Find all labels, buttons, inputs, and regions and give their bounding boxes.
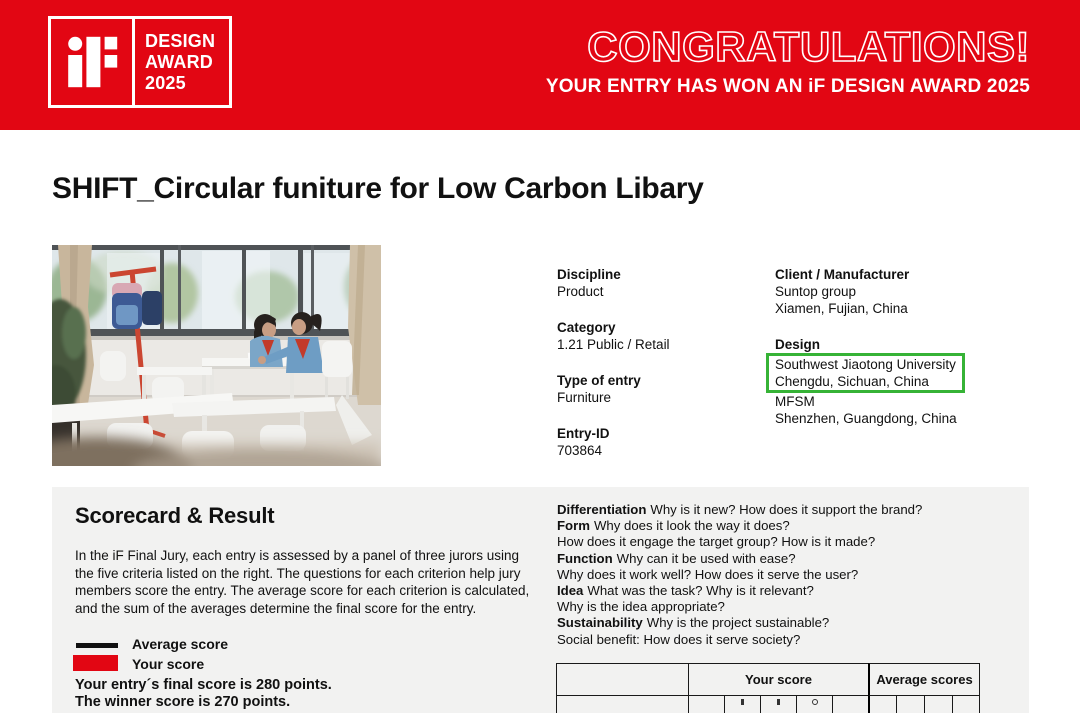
average-score-cell [896, 696, 924, 713]
detail-label: Entry-ID [557, 426, 610, 441]
logo-line-award: AWARD [145, 51, 213, 72]
average-scores-header: Average scores [868, 663, 980, 696]
criterion-term: Idea [557, 583, 584, 599]
design-block [775, 336, 965, 427]
scorecard-description: In the iF Final Jury, each entry is assessed by a panel of three jurors using the five criteria listed on the right. The questions for each criterion help jury members score the entry. The average score for each criterion is calculated, and the sum of the averages determine the final score for the entry. [75, 548, 530, 616]
criterion-term: Function [557, 550, 613, 566]
scorecard-panel [52, 487, 1029, 713]
entry-photo [52, 245, 381, 466]
detail-type-of-entry [557, 372, 670, 406]
score-table-subheader-row [556, 696, 980, 713]
detail-value: Furniture [557, 390, 612, 405]
criterion-term: Form [557, 518, 590, 534]
award-banner [0, 0, 1080, 130]
score-table-header-row [556, 663, 980, 696]
your-score-header: Your score [688, 663, 868, 696]
average-score-cell [952, 696, 980, 713]
average-score-swatch [76, 643, 118, 648]
criterion-question: Why is the idea appropriate? [557, 599, 725, 615]
design-studio: MFSM [775, 394, 815, 409]
average-score-label: Average score [132, 636, 228, 652]
rotated-label-stub [741, 699, 744, 705]
criterion-question: Why does it work well? How does it serve the user? [557, 566, 859, 582]
criterion-line [557, 583, 922, 599]
juror-score-cell [724, 696, 760, 713]
criterion-line [557, 632, 922, 648]
detail-value: 1.21 Public / Retail [557, 337, 670, 352]
criterion-term: Differentiation [557, 502, 647, 517]
design-studio-location: Shenzhen, Guangdong, China [775, 411, 957, 426]
score-table-empty-header [556, 663, 688, 696]
congratulations-subline: YOUR ENTRY HAS WON AN iF DESIGN AWARD 2025 [545, 76, 1030, 97]
average-score-cell [868, 696, 896, 713]
criterion-question: Social benefit: How does it serve society? [557, 631, 801, 647]
client-manufacturer-block [775, 266, 965, 317]
criterion-question: Why is the project sustainable? [646, 615, 830, 631]
juror-score-cell [796, 696, 832, 713]
criterion-line [557, 502, 922, 518]
criterion-question: How does it engage the target group? How is it made? [557, 534, 876, 550]
client-location: Xiamen, Fujian, China [775, 301, 908, 316]
jury-criteria-list [557, 502, 922, 648]
criterion-question: Why can it be used with ease? [616, 550, 796, 566]
average-score-cell [924, 696, 952, 713]
detail-entry-id [557, 425, 670, 459]
criterion-question: Why does it look the way it does? [593, 518, 790, 534]
criterion-question: What was the task? Why is it relevant? [587, 583, 814, 599]
criterion-term: Sustainability [557, 615, 643, 631]
client-label: Client / Manufacturer [775, 267, 910, 282]
criterion-line [557, 567, 922, 583]
criterion-line [557, 534, 922, 550]
entry-details-column [557, 266, 670, 478]
congratulations-headline: CONGRATULATIONS! [587, 23, 1030, 70]
detail-label: Category [557, 320, 616, 335]
client-name: Suntop group [775, 284, 857, 299]
design-label: Design [775, 337, 821, 352]
your-score-swatch [73, 655, 118, 671]
detail-category [557, 319, 670, 353]
entry-title: SHIFT_Circular funiture for Low Carbon Libary [52, 172, 704, 205]
design-university: Southwest Jiaotong University [775, 357, 956, 372]
if-logo-icon [64, 34, 120, 90]
rotated-label-stub [812, 699, 818, 705]
winner-score-line: The winner score is 270 points. [75, 694, 291, 710]
rotated-label-stub [777, 699, 780, 705]
logo-line-year: 2025 [145, 72, 186, 93]
score-table [556, 663, 980, 713]
criterion-question: Why is it new? How does it support the brand? [650, 502, 923, 517]
juror-score-cell [688, 696, 724, 713]
design-university-location: Chengdu, Sichuan, China [775, 374, 929, 389]
scorecard-heading: Scorecard & Result [75, 503, 275, 528]
criterion-line [557, 599, 922, 615]
detail-label: Discipline [557, 267, 621, 282]
criterion-line [557, 551, 922, 567]
detail-value: 703864 [557, 443, 603, 458]
criteria-column-cell [556, 696, 688, 713]
entry-photo-illustration [52, 245, 381, 466]
criterion-line [557, 615, 922, 631]
design-highlight-box [766, 353, 965, 393]
if-design-award-logo [48, 16, 232, 108]
criterion-line [557, 518, 922, 534]
detail-discipline [557, 266, 670, 300]
if-logo-mark [51, 19, 135, 105]
your-score-label: Your score [132, 656, 205, 672]
juror-score-cell [832, 696, 868, 713]
final-score-line: Your entry´s final score is 280 points. [75, 677, 332, 693]
logo-wordmark [135, 19, 229, 105]
entry-credits-column [775, 266, 965, 446]
juror-score-cell [760, 696, 796, 713]
congratulations-block [545, 23, 1030, 98]
logo-line-design: DESIGN [145, 30, 216, 51]
detail-label: Type of entry [557, 373, 641, 388]
detail-value: Product [557, 284, 604, 299]
